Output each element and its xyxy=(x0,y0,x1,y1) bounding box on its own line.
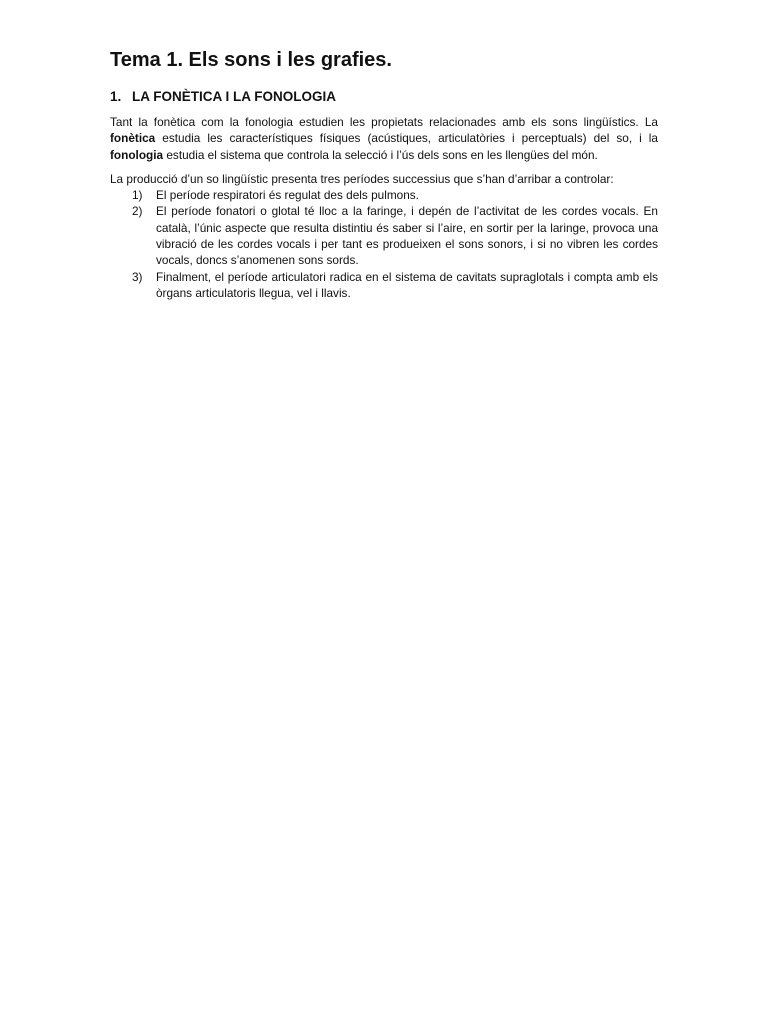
production-paragraph: La producció d’un so lingüístic presenta tres períodes successius que s’han d’arribar a controlar: xyxy=(110,171,614,186)
list-item xyxy=(110,203,658,268)
document-page xyxy=(110,46,658,301)
list-marker: 3) xyxy=(132,269,143,284)
document-title: Tema 1. Els sons i les grafies. xyxy=(110,49,392,71)
list-item-text: El període fonatori o glotal té lloc a la faringe, i depén de l’activitat de les cordes vocals. En català, l’únic aspecte que resulta distintiu és saber si l’aire, en sortir per la laringe, provoca una vibració de les cordes vocals i per tant es produeixen el sons sonors, i si no vibren les cordes vocals, doncs s’anomenen sons sords. xyxy=(156,204,658,268)
term-fonologia: fonologia xyxy=(110,147,164,162)
intro-paragraph xyxy=(110,114,658,163)
list-item xyxy=(110,187,658,203)
intro-text-1: Tant la fonètica com la fonologia estudien les propietats relacionades amb els sons lingüístics. La xyxy=(110,115,658,129)
section-heading xyxy=(110,88,658,106)
periods-list xyxy=(110,187,658,301)
intro-text-2: estudia les característiques físiques (acústiques, articulatòries i perceptuals) del so, i la xyxy=(155,131,658,146)
section-title: LA FONÈTICA I LA FONOLOGIA xyxy=(132,89,336,104)
list-item-text: Finalment, el període articulatori radica en el sistema de cavitats supraglotals i compta amb els òrgans articulatoris llegua, vel i llavis. xyxy=(156,269,658,300)
list-item xyxy=(110,269,658,302)
list-item-text: El període respiratori és regulat des dels pulmons. xyxy=(156,188,419,203)
section-number: 1. xyxy=(110,89,122,104)
list-marker: 2) xyxy=(132,204,143,219)
list-marker: 1) xyxy=(132,188,143,203)
term-fonetica: fonètica xyxy=(110,131,156,146)
intro-text-3: estudia el sistema que controla la selecció i l’ús dels sons en les llengües del món. xyxy=(163,147,598,162)
